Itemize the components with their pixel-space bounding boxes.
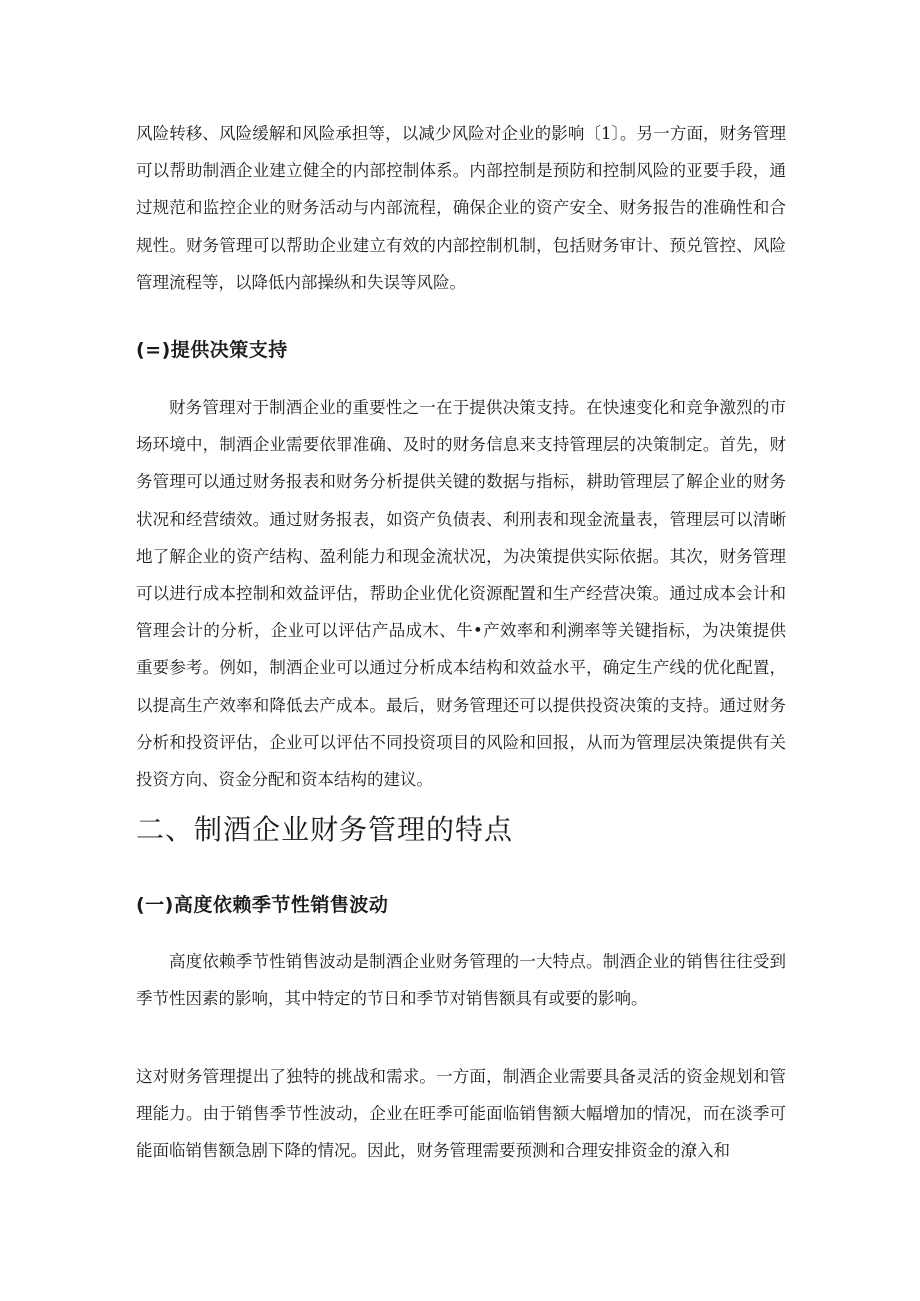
heading-section-2: 二、制酒企业财务管理的特点 [136,813,514,846]
paragraph-seasonal-challenges: 这对财务管理提出了独特的挑战和需求。一方面，制酒企业需要具备灵活的资金规划和管理能力。由于销售季节性波动，企业在旺季可能面临销售额大幅增加的情况，而在淡季可能面临销售额急剧下降的情况。因此，财务管理需要预测和合理安排资金的潦入和 [136,1067,786,1161]
heading-seasonal-sales: (一)高度依赖季节性销售波动 [136,894,389,916]
paragraph-seasonal-intro: 高度依赖季节性销售波动是制酒企业财务管理的一大特点。制酒企业的销售往往受到季节性因素的影响，其中特定的节日和季节对销售额具有或要的影响。 [136,952,786,1009]
heading-decision-support: (=)提供决策支持 [136,339,288,361]
paragraph-risk-control: 风险转移、风险缓解和风险承担等，以减少风险对企业的影响〔1〕。另一方面，财务管理可以帮助制酒企业建立健全的内部控制体系。内部控制是预防和控制风险的亚要手段，通过规范和监控企业的财务活动与内部流程，确保企业的资产安全、财务报告的准确性和合规性。财务管理可以帮助企业建立有效的内部控制机制，包括财务审计、预兑管控、风险管理流程等，以降低内部操纵和失误等风险。 [136,124,786,292]
paragraph-decision-support: 财务管理对于制酒企业的重要性之一在于提供决策支持。在快速变化和竞争激烈的市场环境中，制酒企业需要依罪准确、及时的财务信息来支持管理层的决策制定。首先，财务管理可以通过财务报表和财务分析提供关键的数据与指标，耕助管理层了解企业的财务状况和经营绩效。通过财务报表，如资产负债表、利刑表和现金流量表，管理层可以清晰地了解企业的资产结构、盈利能力和现金流状况，为决策提供实际依据。其次，财务管理可以进行成本控制和效益评估，帮助企业优化资源配置和生产经营决策。通过成本会计和管理会计的分析，企业可以评估产品成木、牛•产效率和利溯率等关键指标，为决策提供重要参考。例如，制酒企业可以通过分析成本结构和效益水平，确定生产线的优化配置，以提高生产效率和降低去产成本。最后，财务管理还可以提供投资决策的支持。通过财务分析和投资评估，企业可以评估不同投资项目的风险和回报，从而为管理层决策提供有关投资方向、资金分配和资本结构的建议。 [136,398,786,790]
